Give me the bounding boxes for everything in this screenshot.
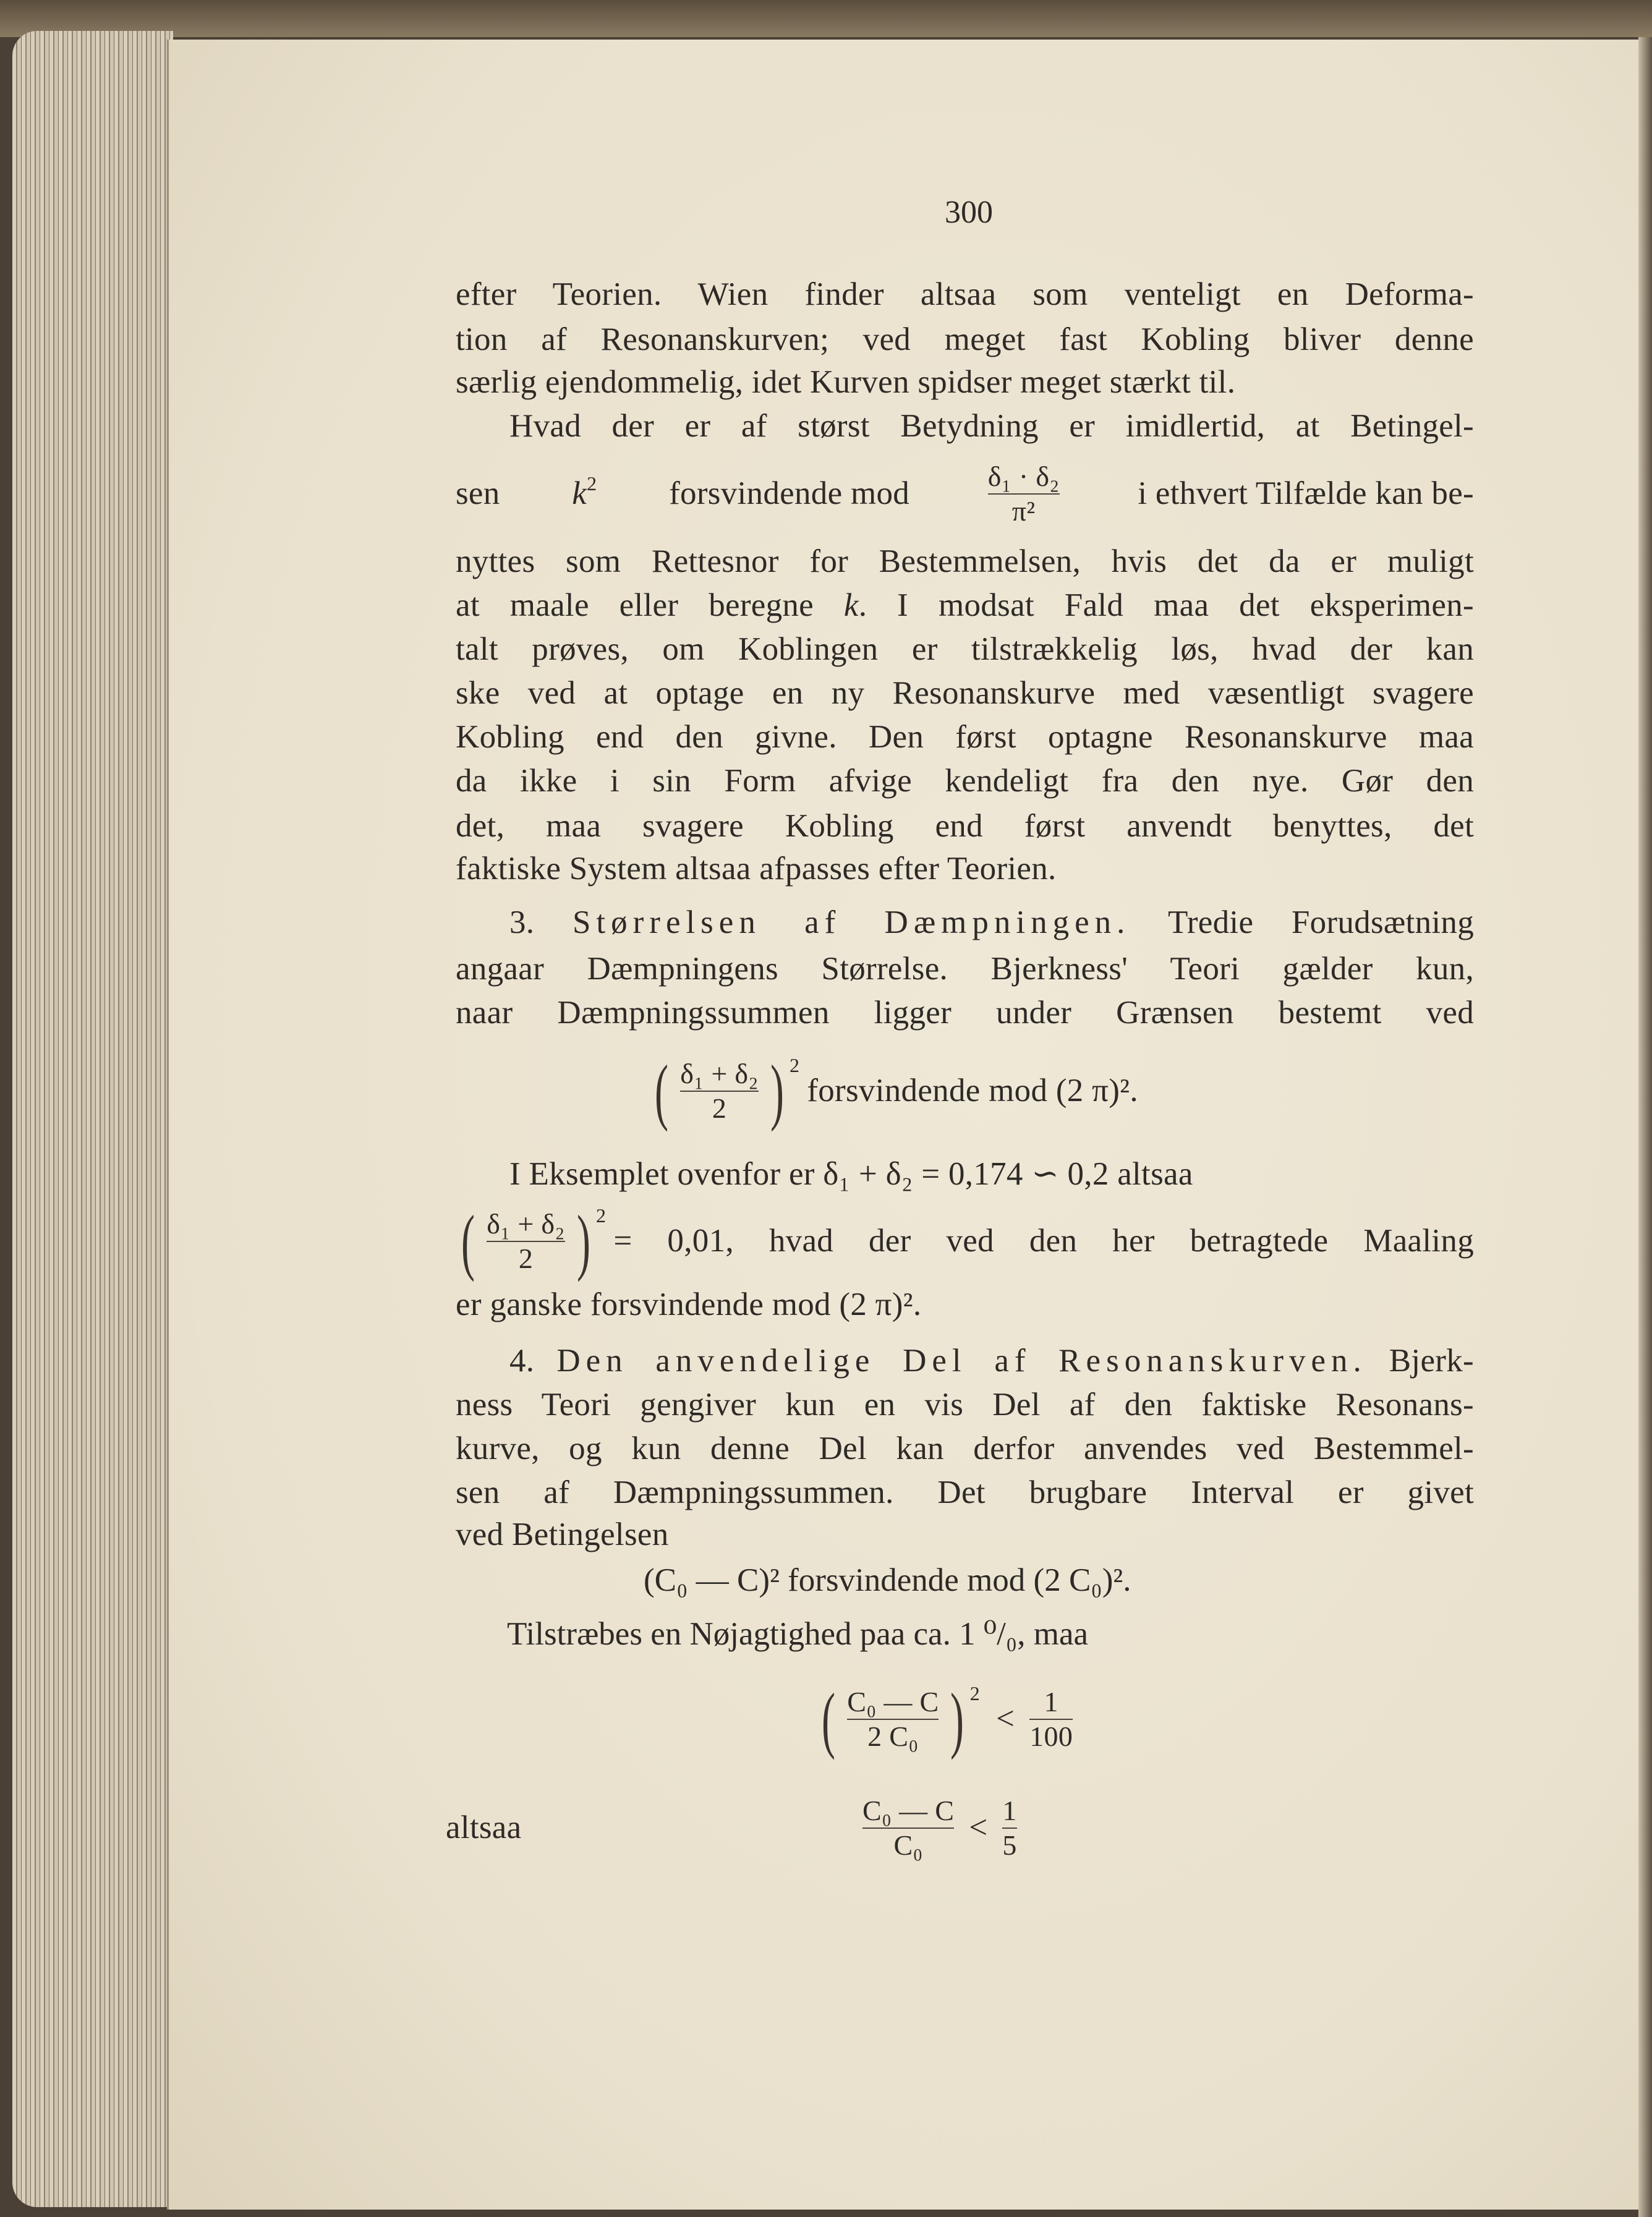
book-top-edge bbox=[0, 0, 1652, 37]
text: i ethvert Tilfælde kan be- bbox=[1138, 475, 1474, 511]
text-line: ness Teori gengiver kun en vis Del af den faktiske Resonans- bbox=[456, 1387, 1474, 1423]
page-number: 300 bbox=[945, 195, 993, 230]
text-line: ved Betingelsen bbox=[456, 1517, 669, 1552]
section-heading-line: 4. Den anvendelige Del af Resonanskurven. Bjerk- bbox=[509, 1343, 1474, 1379]
text-line: det, maa svagere Kobling end først anvendt benyttes, det bbox=[456, 808, 1474, 844]
less-than: < bbox=[996, 1701, 1015, 1737]
text-line: efter Teorien. Wien finder altsaa som venteligt en Deforma- bbox=[456, 276, 1474, 312]
binding-shadow bbox=[1638, 37, 1652, 2217]
text-line: I Eksemplet ovenfor er δ₁ + δ₂ = 0,174 ∽ 0,2 altsaa bbox=[509, 1156, 1193, 1192]
exponent: 2 bbox=[790, 1053, 800, 1076]
text-line: Kobling end den givne. Den først optagne Resonanskurve maa bbox=[456, 719, 1474, 755]
text: forsvindende mod bbox=[669, 475, 910, 511]
text-line: angaar Dæmpningens Størrelse. Bjerkness' Teori gælder kun, bbox=[456, 951, 1474, 987]
text-line: faktiske System altsaa afpasses efter Teorien. bbox=[456, 851, 1057, 887]
exponent: 2 bbox=[969, 1682, 981, 1704]
less-than: < bbox=[969, 1810, 988, 1845]
text: = 0,01, hvad der ved den her betragtede Maaling bbox=[613, 1223, 1474, 1259]
parenthesized-fraction: ( $\frac{\text{C₀ — C}}{\text{2 C₀}}$ ) bbox=[822, 1677, 964, 1760]
formula-line bbox=[456, 460, 1474, 527]
text-line: sen af Dæmpningssummen. Det brugbare Interval er givet bbox=[456, 1474, 1474, 1510]
display-formula bbox=[856, 1794, 1023, 1861]
fraction: $\frac{1}{100}$ bbox=[1029, 1685, 1073, 1752]
section-title: Den anvendelige Del af Resonanskurven. bbox=[556, 1343, 1367, 1379]
text-line: naar Dæmpningssummen ligger under Grænsen bestemt ved bbox=[456, 995, 1474, 1031]
text-line: særlig ejendommelig, idet Kurven spidser meget stærkt til. bbox=[456, 364, 1236, 400]
text-line: tion af Resonanskurven; ved meget fast Kobling bliver denne bbox=[456, 321, 1474, 357]
altsaa-label: altsaa bbox=[446, 1810, 522, 1845]
text-line: Tilstræbes en Nøjagtighed paa ca. 1 ⁰/₀, maa bbox=[507, 1616, 1089, 1652]
math-k: $k^2$ bbox=[572, 472, 597, 511]
section-heading-line: 3. Størrelsen af Dæmpningen. Tredie Forudsætning bbox=[509, 904, 1475, 940]
text-line: talt prøves, om Koblingen er tilstrækkelig løs, hvad der kan bbox=[456, 631, 1474, 667]
text-line: nyttes som Rettesnor for Bestemmelsen, hvis det da er muligt bbox=[456, 543, 1474, 579]
fraction: $\frac{1}{5}$ bbox=[1002, 1794, 1017, 1861]
display-formula bbox=[816, 1677, 1079, 1760]
text-line: at maale eller beregne k. I modsat Fald maa det eksperimen- bbox=[456, 587, 1474, 623]
display-formula: (C₀ — C)² forsvindende mod (2 C₀)². bbox=[644, 1562, 1131, 1598]
parenthesized-fraction: ( $\frac{\text{δ₁ + δ₂}}{2}$ ) 2 bbox=[461, 1199, 607, 1282]
section-title: Størrelsen af Dæmpningen. bbox=[572, 904, 1131, 940]
parenthesized-fraction: ( $\frac{\text{δ₁ + δ₂}}{2}$ ) bbox=[655, 1049, 784, 1132]
display-formula bbox=[649, 1049, 1138, 1132]
text-line: Hvad der er af størst Betydning er imidlertid, at Betingel- bbox=[509, 408, 1474, 444]
text-line: er ganske forsvindende mod (2 π)². bbox=[456, 1287, 922, 1322]
page-stack-edges bbox=[12, 31, 173, 2207]
formula-line bbox=[456, 1199, 1474, 1282]
fraction: $\frac{\text{δ₁ · δ₂}}{\text{π²}}$ bbox=[987, 460, 1060, 527]
fraction: $\frac{\text{C₀ — C}}{\text{C₀}}$ bbox=[862, 1794, 955, 1861]
text: sen bbox=[456, 475, 500, 511]
text-line: ske ved at optage en ny Resonanskurve med væsentligt svagere bbox=[456, 675, 1474, 711]
text: forsvindende mod (2 π)². bbox=[807, 1073, 1138, 1108]
text-line: kurve, og kun denne Del kan derfor anvendes ved Bestemmel- bbox=[456, 1431, 1474, 1466]
text-line: da ikke i sin Form afvige kendeligt fra den nye. Gør den bbox=[456, 763, 1474, 799]
